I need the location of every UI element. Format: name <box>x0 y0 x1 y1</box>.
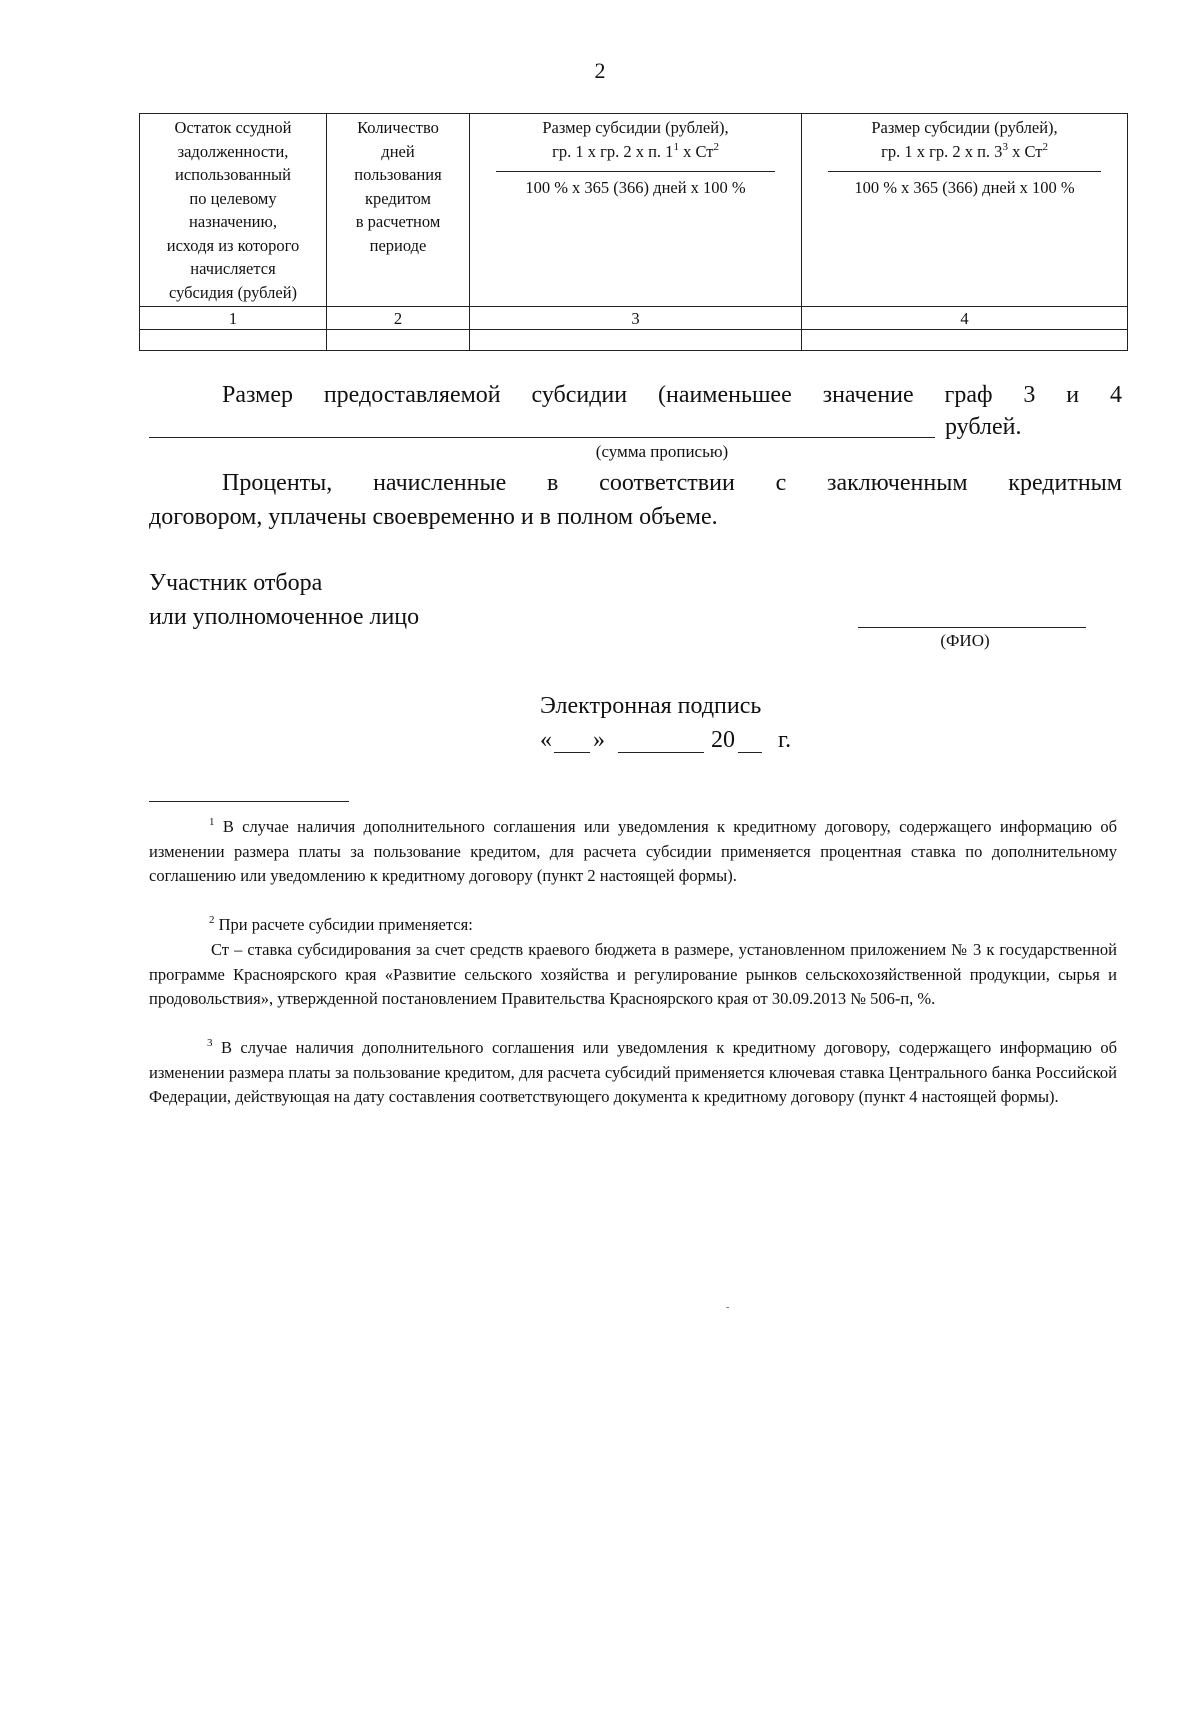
signer-title: Участник отбора <box>149 570 323 596</box>
amount-in-words-caption: (сумма прописью) <box>595 442 729 461</box>
fio-caption: (ФИО) <box>940 631 990 650</box>
column-number: 4 <box>802 307 1128 330</box>
day-blank <box>554 752 590 753</box>
table-cell <box>470 330 802 351</box>
header-loan-balance: Остаток ссудной задолженности, использованный по целевому назначению, исходя из которого начисляется субсидия (рублей) <box>140 114 327 307</box>
fio-blank-line <box>858 627 1086 628</box>
footnote-separator <box>149 801 349 802</box>
rubles-label: рублей. <box>945 414 1022 440</box>
fraction-line <box>828 171 1101 172</box>
formula-numerator: гр. 1 х гр. 2 х п. $1^1$ х $Ст^2$ <box>552 140 719 161</box>
formula-denominator: 100 % х 365 (366) дней х 100 % <box>525 178 746 197</box>
footnote-1: $^1$ В случае наличия дополнительного соглашения или уведомления к кредитному договору, содержащего информацию об изменении размера платы за пользование кредитом, для расчета субсидии применяется процентная ставка по дополнительному соглашению или уведомлению к кредитному договору (пункт 2 настоящей формы). <box>149 816 1118 885</box>
fraction-line <box>496 171 775 172</box>
table-cell <box>327 330 470 351</box>
table-cell <box>802 330 1128 351</box>
table-cell <box>140 330 327 351</box>
footnote-2: $^2$ При расчете субсидии применяется: <box>209 914 473 934</box>
month-blank <box>618 752 704 753</box>
subsidy-calculation-table <box>139 113 1128 351</box>
table-header-row <box>140 114 1128 307</box>
column-number: 1 <box>140 307 327 330</box>
signer-subtitle: или уполномоченное лицо <box>149 604 420 630</box>
electronic-signature-title: Электронная подпись <box>540 693 762 719</box>
table-number-row <box>140 307 1128 330</box>
column-number: 3 <box>470 307 802 330</box>
column-number: 2 <box>327 307 470 330</box>
page-number: 2 <box>594 58 606 83</box>
year-blank <box>738 752 762 753</box>
header-subsidy-formula-4: Размер субсидии (рублей), гр. 1 х гр. 2 х п. $3^3$ х $Ст^2$ 100 % х 365 (366) дней х 100 % <box>802 114 1128 307</box>
formula-denominator: 100 % х 365 (366) дней х 100 % <box>854 178 1075 197</box>
interest-paid-text: Проценты, начисленные в соответствии с заключенным кредитным <box>222 470 1122 496</box>
signature-date-line: « » 20 г. <box>540 727 792 753</box>
formula-numerator: гр. 1 х гр. 2 х п. $3^3$ х $Ст^2$ <box>881 140 1048 161</box>
amount-blank-line <box>149 437 935 438</box>
subsidy-amount-text: Размер предоставляемой субсидии (наименьшее значение граф 3 и 4 <box>222 382 1122 408</box>
interest-paid-text-cont: договором, уплачены своевременно и в полном объеме. <box>149 504 718 530</box>
table-empty-row <box>140 330 1128 351</box>
header-subsidy-formula-3: Размер субсидии (рублей), гр. 1 х гр. 2 х п. $1^1$ х $Ст^2$ 100 % х 365 (366) дней х 100 % <box>470 114 802 307</box>
footnote-2-definition: Ст – ставка субсидирования за счет средств краевого бюджета в размере, установленном приложением № 3 к государственной программе Красноярского края «Развитие сельского хозяйства и регулирование рынков сельскохозяйственной продукции, сырья и продовольствия», утвержденной постановлением Правительства Красноярского края от 30.09.2013 № 506-п, %. <box>149 940 1117 1008</box>
footnote-3: $^3$ В случае наличия дополнительного соглашения или уведомления к кредитному договору, содержащего информацию об изменении размера платы за пользование кредитом, для расчета субсидий применяется ключевая ставка Центрального банка Российской Федерации, действующая на дату составления соответствующего документа к кредитному договору (пункт 4 настоящей формы). <box>149 1037 1117 1106</box>
scan-speck <box>726 1307 729 1308</box>
header-days-count: Количество дней пользования кредитом в расчетном периоде <box>327 114 470 307</box>
